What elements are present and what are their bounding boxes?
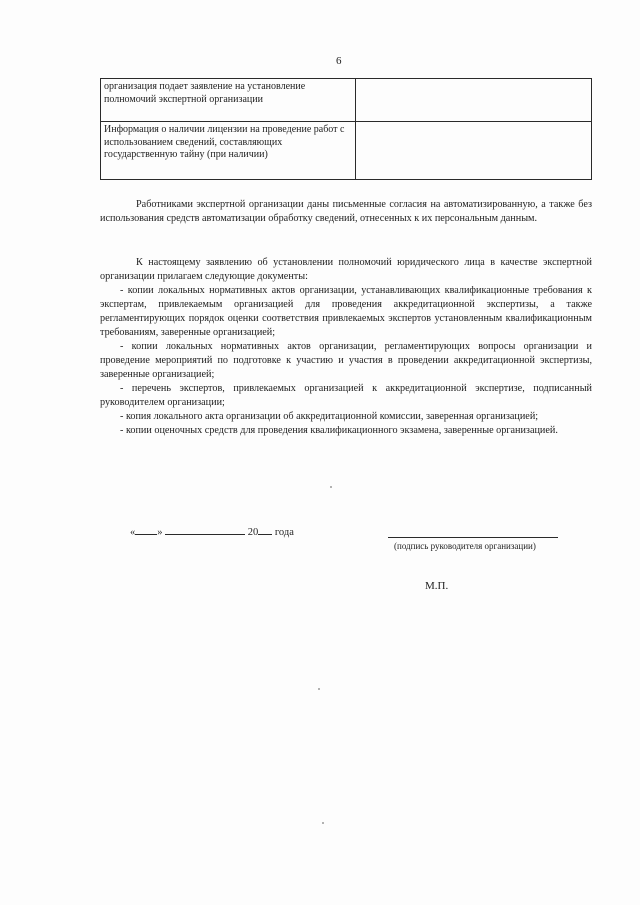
info-table: [100, 78, 592, 180]
table-cell-value: [356, 122, 592, 180]
list-item: - копии локальных нормативных актов организации, устанавливающих квалификационные требования к экспертам, привлекаемым организацией для проведения аккредитационной экспертизы, а также регламентирующих порядок оценки соответствия привлекаемых экспертов установленным квалификационным требованиям, заверенные организацией;: [100, 285, 592, 338]
documents-list: [100, 284, 592, 438]
table-cell-label: Информация о наличии лицензии на проведение работ с использованием сведений, составляющих государственную тайну (при наличии): [101, 122, 356, 180]
list-item: - перечень экспертов, привлекаемых организацией к аккредитационной экспертизе, подписанный руководителем организации;: [100, 383, 592, 408]
year-blank: [258, 523, 272, 535]
list-item: - копии локальных нормативных актов организации, регламентирующих вопросы организации и проведение мероприятий по подготовке к участию и участия в проведении аккредитационной экспертизы, заверенные организацией;: [100, 341, 592, 380]
scan-speck: [322, 822, 324, 824]
day-blank: [135, 523, 157, 535]
table-row: [101, 79, 592, 122]
date-line: [130, 523, 294, 538]
date-open-quote: «: [130, 527, 136, 538]
date-suffix: года: [274, 527, 294, 538]
table-row: [101, 122, 592, 180]
date-close-quote: »: [157, 527, 163, 538]
list-item: - копия локального акта организации об аккредитационной комиссии, заверенная организацией;: [120, 411, 539, 422]
list-item: - копии оценочных средств для проведения квалификационного экзамена, заверенные организацией.: [120, 425, 558, 436]
table-cell-value: [356, 79, 592, 122]
signature-line: [388, 537, 558, 538]
month-blank: [165, 523, 245, 535]
consent-paragraph: Работниками экспертной организации даны письменные согласия на автоматизированную, а также без использования средств автоматизации обработку сведений, отнесенных к их персональным данным.: [100, 199, 592, 224]
scan-speck: [318, 688, 320, 690]
scan-speck: [330, 486, 332, 488]
table-cell-label: организация подает заявление на установление полномочий экспертной организации: [101, 79, 356, 122]
stamp-label: М.П.: [425, 580, 449, 592]
year-prefix: 20: [247, 527, 259, 538]
documents-intro: К настоящему заявлению об установлении полномочий юридического лица в качестве экспертной организации прилагаем следующие документы:: [100, 257, 592, 282]
page-number: 6: [336, 55, 342, 67]
signature-caption: (подпись руководителя организации): [394, 541, 536, 551]
